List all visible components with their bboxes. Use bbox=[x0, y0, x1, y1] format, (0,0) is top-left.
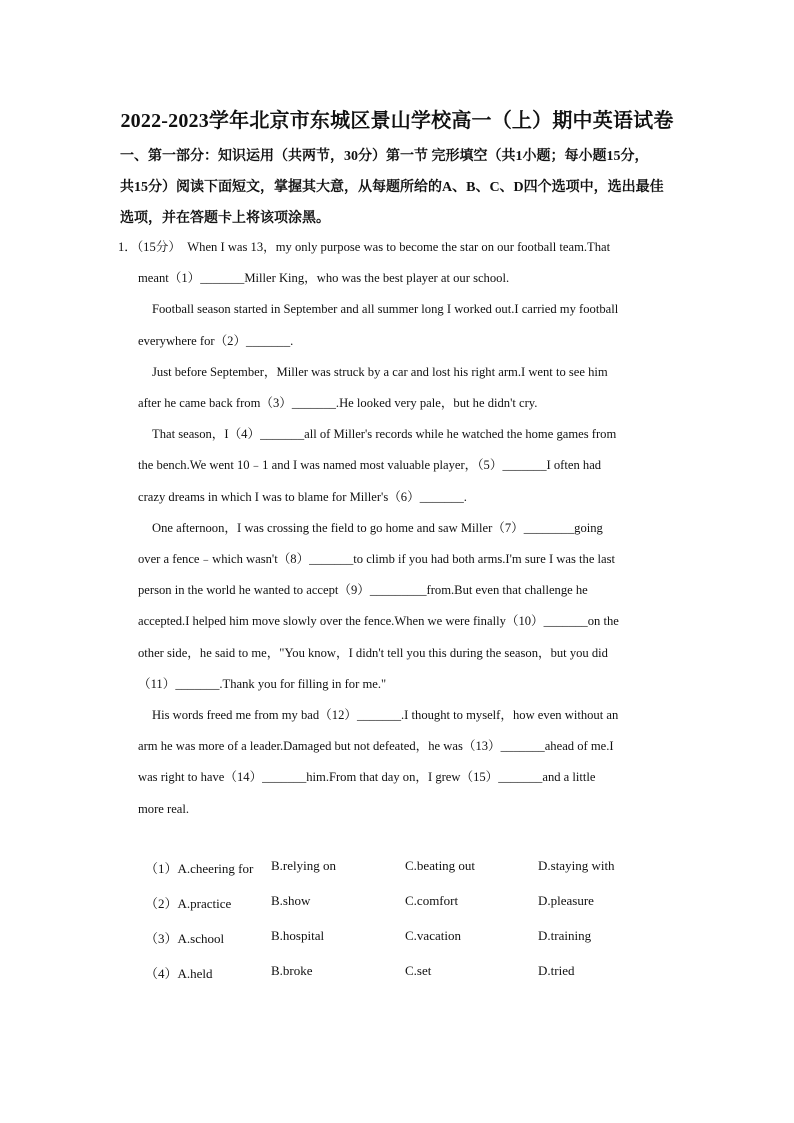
passage-line: more real. bbox=[138, 801, 190, 816]
option-c: C.comfort bbox=[405, 893, 459, 908]
instruction-line: 选项，并在答题卡上将该项涂黑。 bbox=[120, 211, 330, 226]
option-a: （3）A.school bbox=[145, 931, 225, 946]
instruction-line: 一、第一部分：知识运用（共两节，30分）第一节 完形填空（共1小题；每小题15分， bbox=[120, 149, 649, 164]
passage-line: everywhere for（2）_______. bbox=[138, 333, 294, 348]
passage-line: meant（1）_______Miller King，who was the best player at our school. bbox=[138, 271, 510, 286]
passage-line: other side，he said to me，"You know，I didn't tell you this during the season，but you did bbox=[138, 645, 608, 660]
option-b: B.show bbox=[271, 893, 311, 908]
passage-line: crazy dreams in which I was to blame for Miller's（6）_______. bbox=[138, 489, 467, 504]
passage-line: after he came back from（3）_______.He looked very pale，but he didn't cry. bbox=[138, 396, 538, 411]
option-d: D.staying with bbox=[538, 858, 615, 873]
passage-line: Just before September，Miller was struck by a car and lost his right arm.I went to see him bbox=[152, 364, 608, 379]
passage-line: person in the world he wanted to accept（9）_________from.But even that challenge he bbox=[138, 583, 588, 598]
option-b: B.broke bbox=[271, 963, 313, 978]
passage-line: accepted.I helped him move slowly over the fence.When we were finally（10）_______on the bbox=[138, 614, 619, 629]
passage-line: the bench.We went 10﹣1 and I was named most valuable player，（5）_______I often had bbox=[138, 458, 602, 473]
exam-title: 2022-2023学年北京市东城区景山学校高一（上）期中英语试卷 bbox=[120, 110, 674, 132]
passage-line: That season，I（4）_______all of Miller's records while he watched the home games from bbox=[152, 427, 617, 442]
passage-line: （11）_______.Thank you for filling in for me." bbox=[138, 676, 387, 691]
passage-line: Football season started in September and all summer long I worked out.I carried my football bbox=[152, 302, 619, 317]
option-d: D.tried bbox=[538, 963, 575, 978]
option-b: B.hospital bbox=[271, 928, 325, 943]
option-d: D.training bbox=[538, 928, 592, 943]
passage-line: His words freed me from my bad（12）_______.I thought to myself，how even without an bbox=[152, 708, 619, 723]
option-d: D.pleasure bbox=[538, 893, 594, 908]
option-c: C.beating out bbox=[405, 858, 476, 873]
passage-line: was right to have（14）_______him.From that day on，I grew（15）_______and a little bbox=[138, 770, 596, 785]
cloze-passage bbox=[118, 232, 678, 825]
option-c: C.vacation bbox=[405, 928, 461, 943]
passage-line: One afternoon，I was crossing the field to go home and saw Miller（7）________going bbox=[152, 520, 603, 535]
option-a: （2）A.practice bbox=[145, 896, 232, 911]
passage-line: 1．（15分） When I was 13，my only purpose was to become the star on our football team.That bbox=[118, 240, 611, 254]
option-b: B.relying on bbox=[271, 858, 336, 873]
passage-line: over a fence﹣which wasn't（8）_______to climb if you had both arms.I'm sure I was the last bbox=[138, 552, 616, 567]
passage-line: arm he was more of a leader.Damaged but not defeated，he was（13）_______ahead of me.I bbox=[138, 739, 614, 754]
option-a: （4）A.held bbox=[145, 966, 213, 981]
instruction-line: 共15分）阅读下面短文，掌握其大意，从每题所给的A、B、C、D四个选项中，选出最佳 bbox=[120, 180, 664, 195]
option-a: （1）A.cheering for bbox=[145, 861, 254, 876]
section-instructions bbox=[120, 141, 680, 234]
option-c: C.set bbox=[405, 963, 432, 978]
